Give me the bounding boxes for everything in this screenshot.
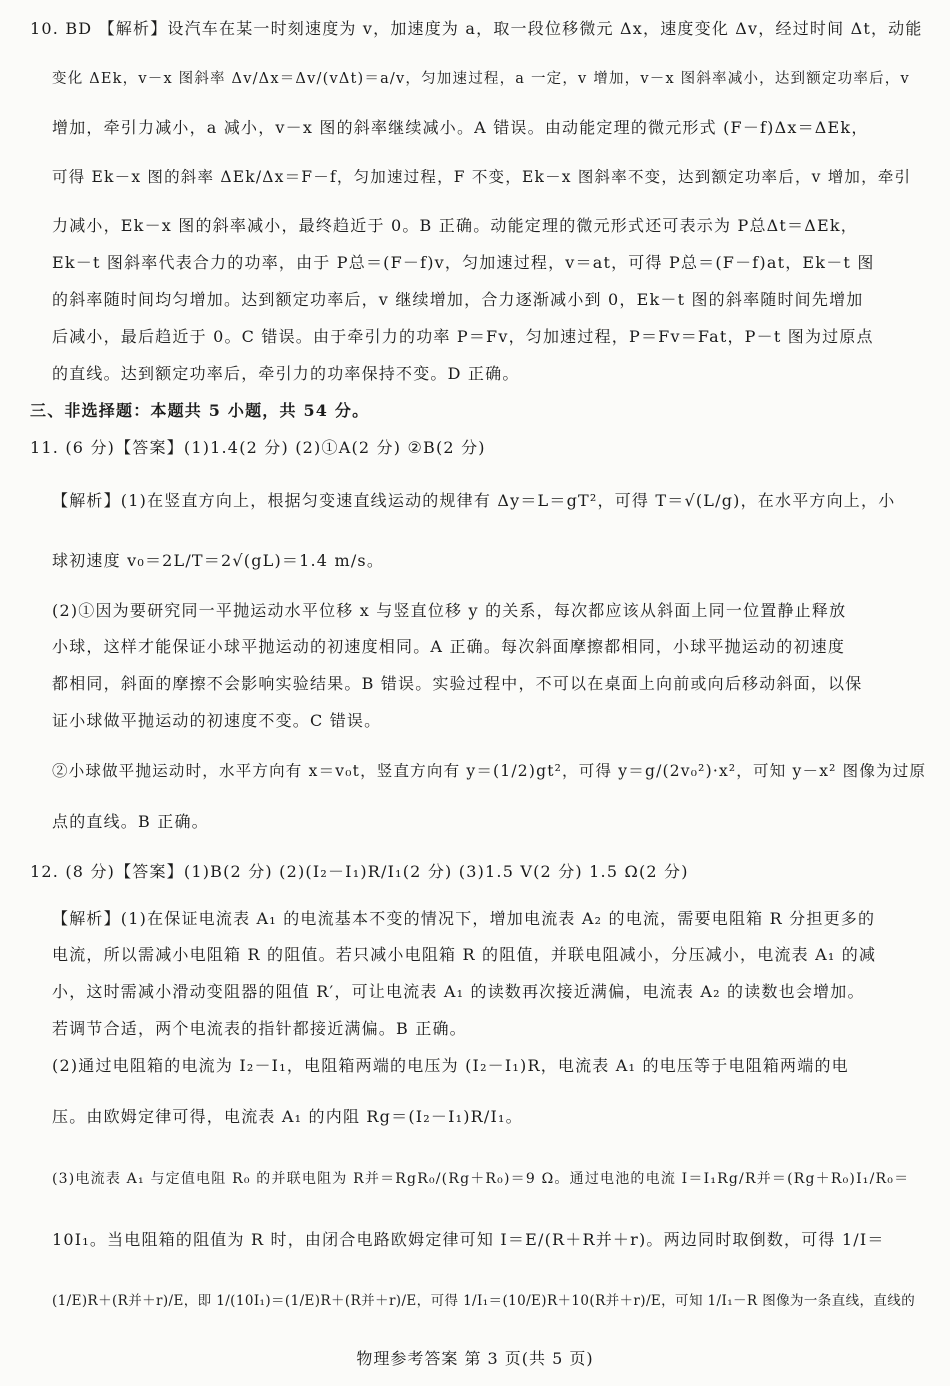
- text-line: 电流，所以需减小电阻箱 R 的阻值。若只减小电阻箱 R 的阻值，并联电阻减小，分压减小，电流表 A₁ 的减: [52, 945, 877, 964]
- question-12-answer: 12. (8 分)【答案】(1)B(2 分) (2)(I₂－I₁)R/I₁(2 分) (3)1.5 V(2 分) 1.5 Ω(2 分): [30, 862, 689, 881]
- text-line: 增加，牵引力减小，a 减小，v－x 图的斜率继续减小。A 错误。由动能定理的微元形式 (F－f)Δx＝ΔEk，: [52, 118, 869, 137]
- text-line: 证小球做平抛运动的初速度不变。C 错误。: [52, 711, 382, 730]
- question-11-answer: 11. (6 分)【答案】(1)1.4(2 分) (2)①A(2 分) ②B(2 分): [30, 438, 486, 457]
- text-line: 后减小，最后趋近于 0。C 错误。由于牵引力的功率 P＝Fv，匀加速过程，P＝Fv＝Fat，P－t 图为过原点: [52, 327, 874, 346]
- text-line: 球初速度 v₀＝2L/T＝2√(gL)＝1.4 m/s。: [52, 551, 385, 570]
- section-heading: 三、非选择题：本题共 5 小题，共 54 分。: [30, 401, 370, 420]
- text-line: 若调节合适，两个电流表的指针都接近满偏。B 正确。: [52, 1019, 467, 1038]
- text-line: 小，这时需减小滑动变阻器的阻值 R′，可让电流表 A₁ 的读数再次接近满偏，电流表 A₂ 的读数也会增加。: [52, 982, 865, 1001]
- text-line: 10. BD 【解析】设汽车在某一时刻速度为 v，加速度为 a，取一段位移微元 Δx，速度变化 Δv，经过时间 Δt，动能: [30, 19, 923, 38]
- text-line: 【解析】(1)在竖直方向上，根据匀变速直线运动的规律有 Δy＝L＝gT²，可得 T＝√(L/g)，在水平方向上，小: [52, 491, 896, 510]
- text-line: 力减小，Ek－x 图的斜率减小，最终趋近于 0。B 正确。动能定理的微元形式还可表示为 P总Δt＝ΔEk，: [52, 216, 858, 235]
- text-line: 【解析】(1)在保证电流表 A₁ 的电流基本不变的情况下，增加电流表 A₂ 的电流，需要电阻箱 R 分担更多的: [52, 909, 876, 928]
- text-line: ②小球做平抛运动时，水平方向有 x＝v₀t，竖直方向有 y＝(1/2)gt²，可得 y＝g/(2v₀²)·x²，可知 y－x² 图像为过原: [52, 762, 927, 780]
- text-line: 小球，这样才能保证小球平抛运动的初速度相同。A 正确。每次斜面摩擦都相同，小球平抛运动的初速度: [52, 637, 846, 656]
- text-line: 的直线。达到额定功率后，牵引力的功率保持不变。D 正确。: [52, 364, 520, 383]
- text-line: (1/E)R＋(R并＋r)/E，即 1/(10I₁)＝(1/E)R＋(R并＋r)/E，可得 1/I₁＝(10/E)R＋10(R并＋r)/E，可知 1/I₁－R 图像为一条直线，直线的: [52, 1293, 916, 1309]
- text-line: 点的直线。B 正确。: [52, 812, 209, 831]
- text-line: 可得 Ek－x 图的斜率 ΔEk/Δx＝F－f，匀加速过程，F 不变，Ek－x 图斜率不变，达到额定功率后，v 增加，牵引: [52, 168, 912, 186]
- text-line: 变化 ΔEk，v－x 图斜率 Δv/Δx＝Δv/(vΔt)＝a/v，匀加速过程，a 一定，v 增加，v－x 图斜率减小，达到额定功率后，v: [52, 71, 910, 87]
- text-line: (2)通过电阻箱的电流为 I₂－I₁，电阻箱两端的电压为 (I₂－I₁)R，电流表 A₁ 的电压等于电阻箱两端的电: [52, 1056, 849, 1075]
- text-line: 10I₁。当电阻箱的阻值为 R 时，由闭合电路欧姆定律可知 I＝E/(R＋R并＋r)。两边同时取倒数，可得 1/I＝: [52, 1230, 885, 1249]
- text-line: 都相同，斜面的摩擦不会影响实验结果。B 错误。实验过程中，不可以在桌面上向前或向后移动斜面，以保: [52, 674, 863, 693]
- page-footer: 物理参考答案 第 3 页(共 5 页): [356, 1349, 594, 1368]
- text-line: (3)电流表 A₁ 与定值电阻 R₀ 的并联电阻为 R并＝RgR₀/(Rg＋R₀)＝9 Ω。通过电池的电流 I＝I₁Rg/R并＝(Rg＋R₀)I₁/R₀＝: [52, 1171, 910, 1187]
- text-line: 的斜率随时间均匀增加。达到额定功率后，v 继续增加，合力逐渐减小到 0，Ek－t 图的斜率随时间先增加: [52, 290, 864, 309]
- text-line: 压。由欧姆定律可得，电流表 A₁ 的内阻 Rg＝(I₂－I₁)R/I₁。: [52, 1107, 523, 1126]
- text-line: Ek－t 图斜率代表合力的功率，由于 P总＝(F－f)v，匀加速过程，v＝at，可得 P总＝(F－f)at，Ek－t 图: [52, 253, 875, 272]
- text-line: (2)①因为要研究同一平抛运动水平位移 x 与竖直位移 y 的关系，每次都应该从斜面上同一位置静止释放: [52, 601, 847, 620]
